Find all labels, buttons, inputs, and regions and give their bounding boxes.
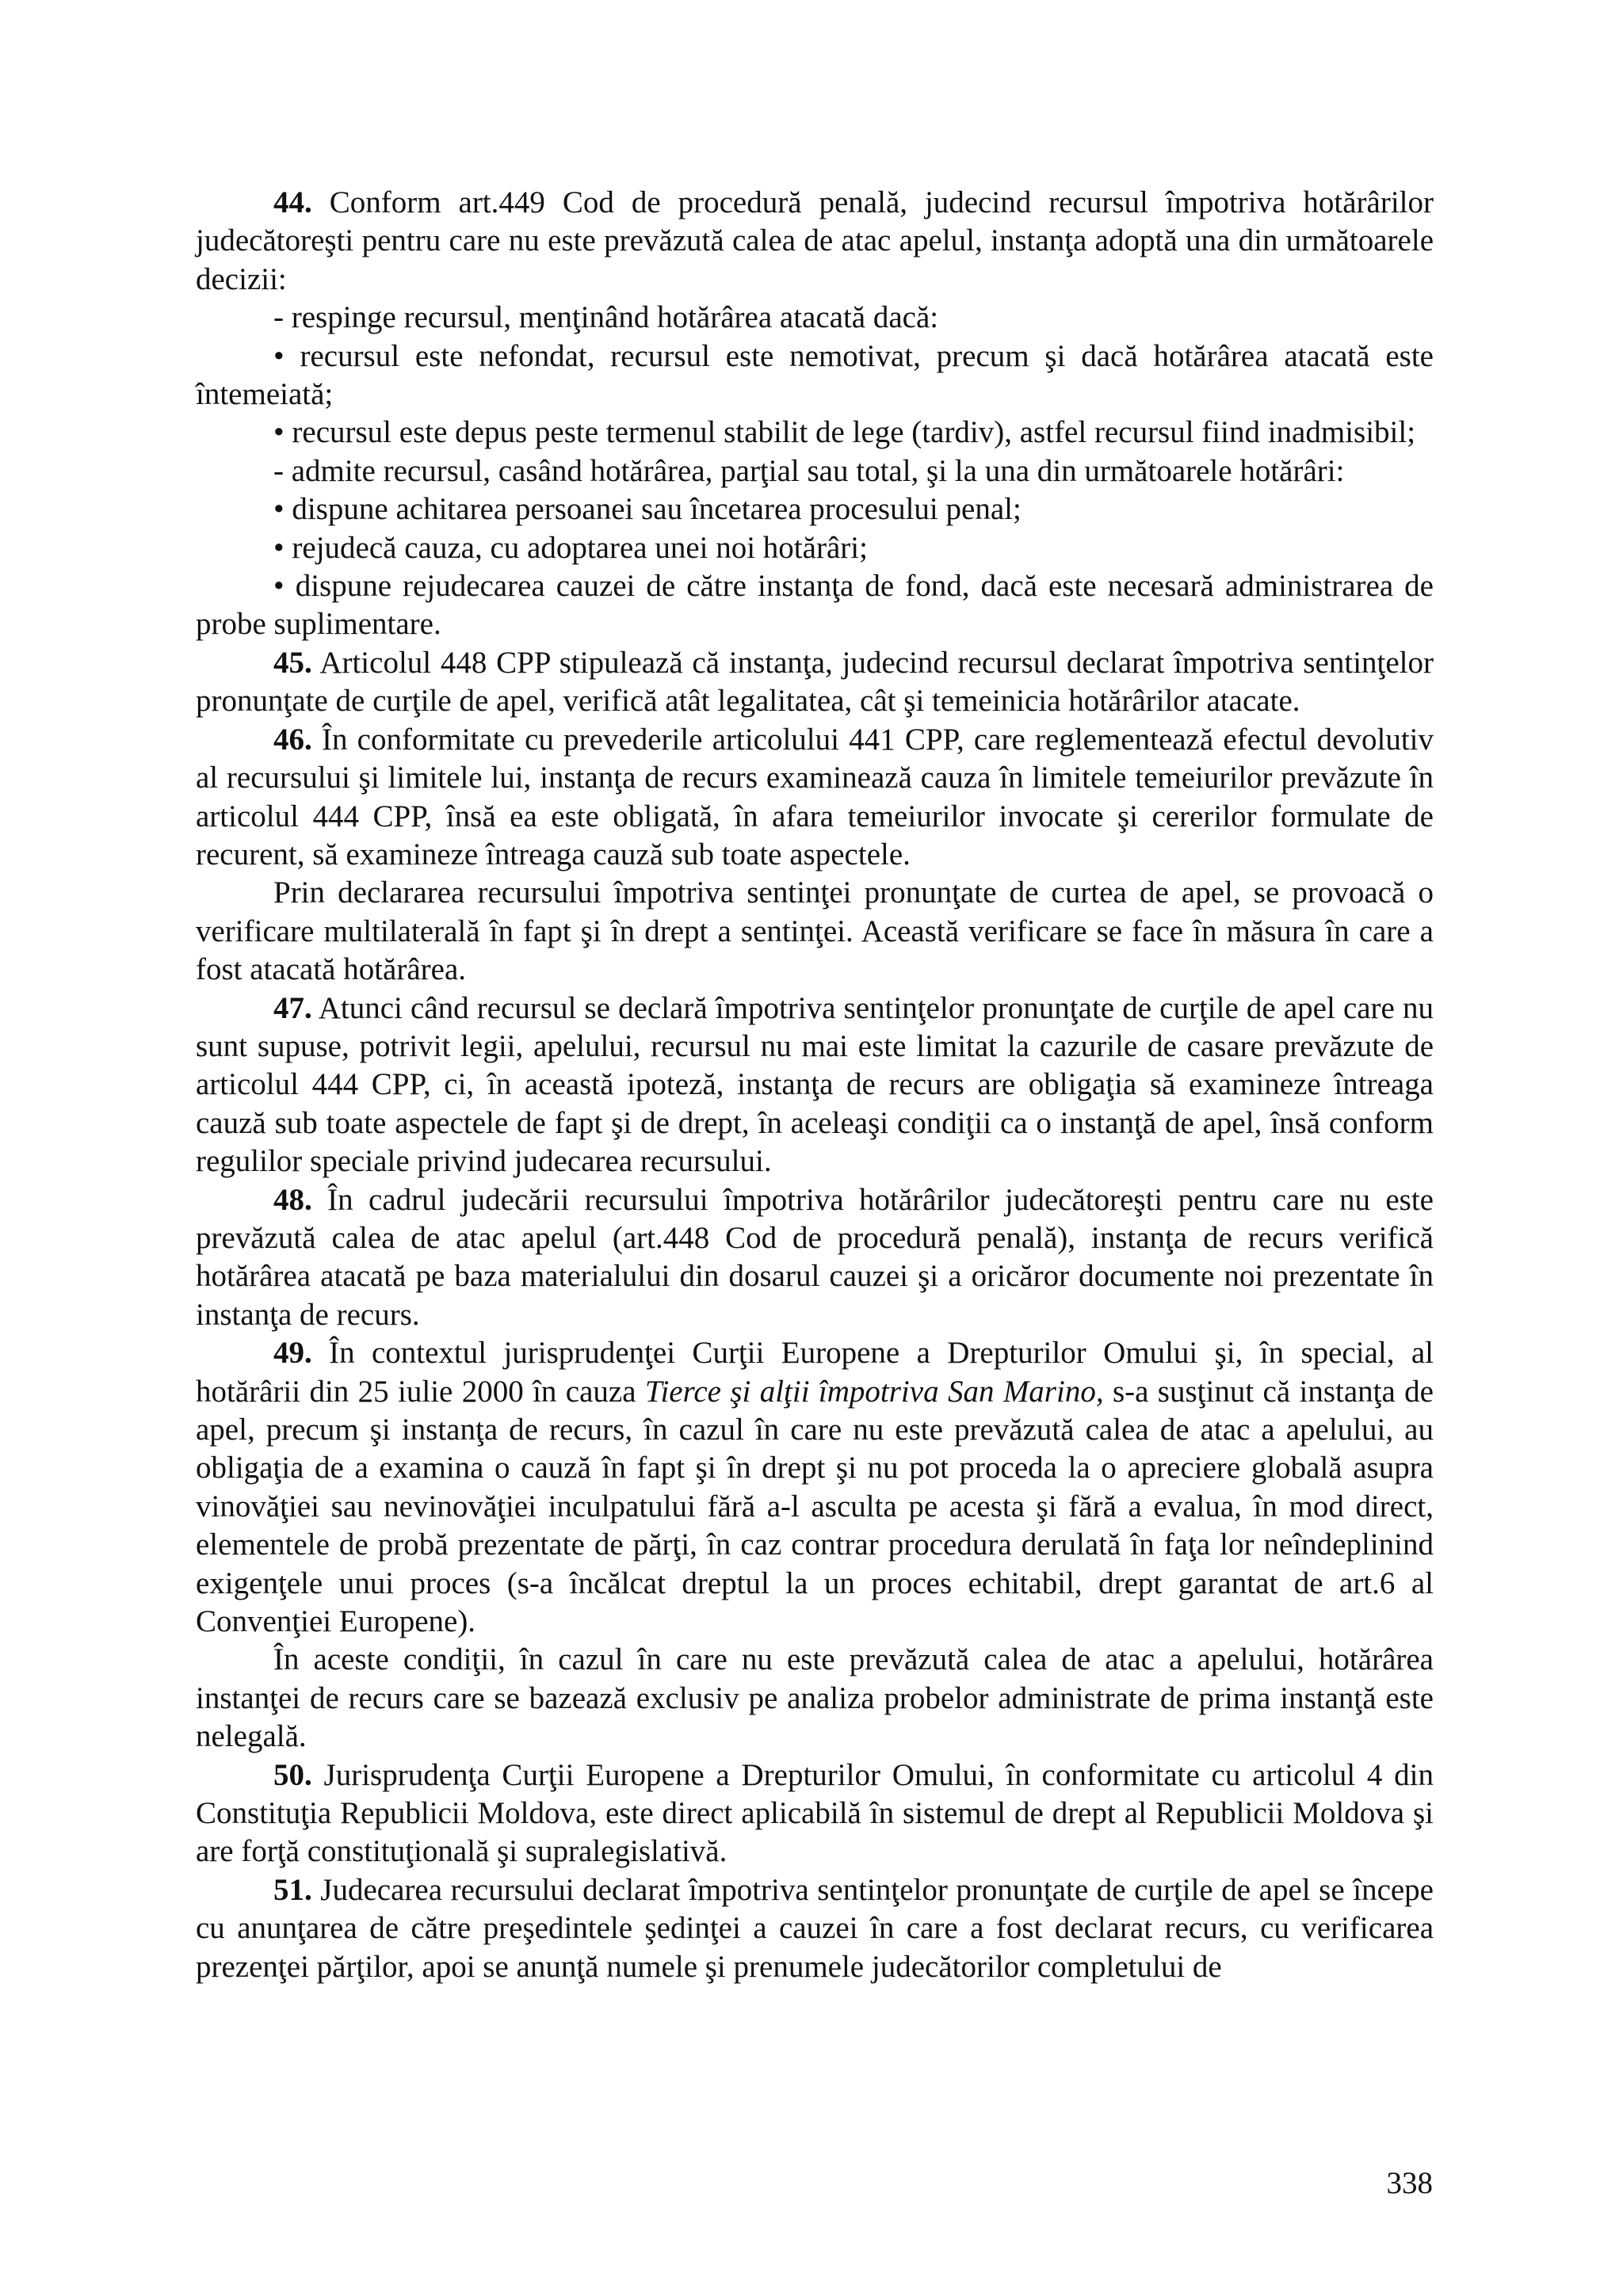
paragraph bbox=[196, 874, 1434, 989]
list-item bbox=[196, 490, 1434, 528]
paragraph-text: • dispune rejudecarea cauzei de către instanţa de fond, dacă este necesară administrarea de probe suplimentare. bbox=[196, 569, 1434, 642]
paragraph-text: - respinge recursul, menţinând hotărârea atacată dacă: bbox=[273, 300, 939, 335]
paragraph-46 bbox=[196, 721, 1434, 875]
paragraph-text: În conformitate cu prevederile articolului 441 CPP, care reglementează efectul devolutiv al recursului şi limitele lui, instanţa de recurs examinează cauza în limitele temeiurilor prevăzute în articolul 444 CPP, însă ea este obligată, în afara temeiurilor invocate şi cererilor formulate de recurent, să examineze întreaga cauză sub toate aspectele. bbox=[196, 722, 1434, 871]
paragraph-47 bbox=[196, 990, 1434, 1181]
paragraph-number: 47. bbox=[273, 990, 312, 1025]
paragraph-49 bbox=[196, 1334, 1434, 1641]
paragraph-51 bbox=[196, 1871, 1434, 1986]
paragraph-text: • recursul este depus peste termenul stabilit de lege (tardiv), astfel recursul fiind inadmisibil; bbox=[273, 415, 1416, 450]
list-item bbox=[196, 452, 1434, 490]
paragraph-text: În cadrul judecării recursului împotriva hotărârilor judecătoreşti pentru care nu este prevăzută calea de atac apelul (art.448 Cod de procedură penală), instanţa de recurs verifică hotărârea atacată pe baza materialului din dosarul cauzei şi a oricăror documente noi prezentate în instanţa de recurs. bbox=[196, 1182, 1434, 1332]
paragraph-50 bbox=[196, 1756, 1434, 1871]
paragraph-text: Articolul 448 CPP stipulează că instanţa, judecind recursul declarat împotriva sentinţelor pronunţate de curţile de apel, verifică atât legalitatea, cât şi temeinicia hotărârilor atacate. bbox=[196, 645, 1434, 719]
paragraph-number: 44. bbox=[273, 185, 312, 219]
list-item bbox=[196, 529, 1434, 567]
paragraph-text: Conform art.449 Cod de procedură penală, judecind recursul împotriva hotărârilor judecătoreşti pentru care nu este prevăzută calea de atac apelul, instanţa adoptă una din următoarele decizii: bbox=[196, 185, 1434, 296]
paragraph-text: - admite recursul, casând hotărârea, parţial sau total, şi la una din următoarele hotărâri: bbox=[273, 453, 1345, 488]
paragraph-number: 48. bbox=[273, 1182, 312, 1217]
list-item bbox=[196, 567, 1434, 644]
paragraph-text: Judecarea recursului declarat împotriva sentinţelor pronunţate de curţile de apel se începe cu anunţarea de către preşedintele şedinţei a cauzei în care a fost declarat recurs, cu verificarea prezenţei părţilor, apoi se anunţă numele şi prenumele judecătorilor completului de bbox=[196, 1872, 1434, 1984]
paragraph-number: 51. bbox=[273, 1872, 312, 1907]
page-number: 338 bbox=[1386, 2166, 1433, 2200]
paragraph bbox=[196, 1641, 1434, 1756]
paragraph-text: Prin declararea recursului împotriva sentinţei pronunţate de curtea de apel, se provoacă o verificare multilaterală în fapt şi în drept a sentinţei. Această verificare se face în măsura în care a fost atacată hotărârea. bbox=[196, 875, 1434, 987]
paragraph-text-tail: s-a susţinut că instanţa de apel, precum şi instanţa de recurs, în cazul în care nu este prevăzută calea de atac a apelului, au obligaţia de a examina o cauză în fapt şi în drept şi nu pot proceda la o apreciere globală asupra vinovăţiei sau nevinovăţiei inculpatului fără a-l asculta pe acesta şi fără a evalua, în mod direct, elementele de probă prezentate de părţi, în caz contrar procedura derulată în faţa lor neîndeplinind exigenţele unui proces (s-a încălcat dreptul la un proces echitabil, drept garantat de art.6 al Convenţiei Europene). bbox=[196, 1374, 1434, 1639]
paragraph-text: • recursul este nefondat, recursul este nemotivat, precum şi dacă hotărârea atacată este întemeiată; bbox=[196, 338, 1434, 412]
paragraph-48 bbox=[196, 1181, 1434, 1335]
paragraph-text: Atunci când recursul se declară împotriva sentinţelor pronunţate de curţile de apel care nu sunt supuse, potrivit legii, apelului, recursul nu mai este limitat la cazurile de casare prevăzute de articolul 444 CPP, ci, în această ipoteză, instanţa de recurs are obligaţia să examineze întreaga cauză sub toate aspectele de fapt şi de drept, în aceleaşi condiţii ca o instanţă de apel, însă conform regulilor speciale privind judecarea recursului. bbox=[196, 990, 1434, 1179]
document-body bbox=[196, 184, 1434, 1986]
paragraph-text: • dispune achitarea persoanei sau încetarea procesului penal; bbox=[273, 492, 1022, 527]
paragraph-text: În aceste condiţii, în cazul în care nu este prevăzută calea de atac a apelului, hotărârea instanţei de recurs care se bazează exclusiv pe analiza probelor administrate de prima instanţă este nelegală. bbox=[196, 1642, 1434, 1754]
list-item bbox=[196, 299, 1434, 337]
paragraph-number: 49. bbox=[273, 1336, 312, 1371]
paragraph-44 bbox=[196, 184, 1434, 299]
paragraph-number: 45. bbox=[273, 645, 312, 680]
list-item bbox=[196, 414, 1434, 452]
paragraph-text: • rejudecă cauza, cu adoptarea unei noi hotărâri; bbox=[273, 530, 868, 565]
paragraph-text: În contextul jurisprudenţei Curţii Europene a Drepturilor Omului şi, în special, al hotărârii din 25 iulie 2000 în cauza bbox=[196, 1336, 1434, 1409]
case-name: Tierce şi alţii împotriva San Marino, bbox=[644, 1374, 1104, 1409]
paragraph-45 bbox=[196, 644, 1434, 721]
paragraph-number: 50. bbox=[273, 1757, 312, 1792]
list-item bbox=[196, 338, 1434, 414]
paragraph-text: Jurisprudenţa Curţii Europene a Drepturilor Omului, în conformitate cu articolul 4 din Constituţia Republicii Moldova, este direct aplicabilă în sistemul de drept al Republicii Moldova şi are forţă constituţională şi supralegislativă. bbox=[196, 1757, 1434, 1869]
paragraph-number: 46. bbox=[273, 722, 312, 757]
